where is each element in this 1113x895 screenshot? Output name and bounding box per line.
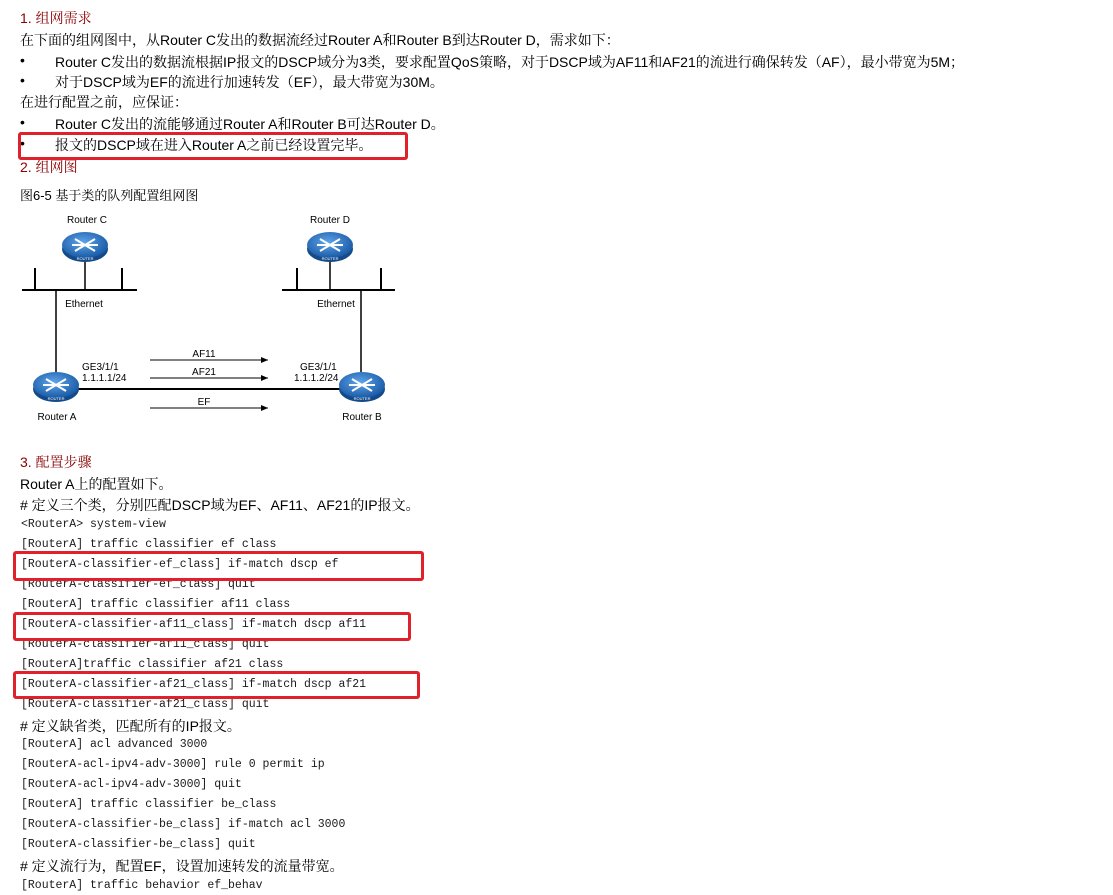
code-line: [RouterA] traffic classifier ef class <box>21 538 277 551</box>
bullet-marker: • <box>20 52 25 68</box>
precondition-bullet-2: 报文的DSCP域在进入Router A之前已经设置完毕。 <box>55 137 373 153</box>
section3-intro: Router A上的配置如下。 <box>20 476 173 492</box>
code-line: [RouterA-classifier-ef_class] if-match dscp ef <box>21 558 339 571</box>
code-line: <RouterA> system-view <box>21 518 166 531</box>
flow-af11-label: AF11 <box>192 349 216 360</box>
section1-heading: 1. 组网需求 <box>20 10 92 26</box>
bullet-marker: • <box>20 114 25 130</box>
requirement-bullet-1: Router C发出的数据流根据IP报文的DSCP域分为3类，要求配置QoS策略，对于DSCP域为AF11和AF21的流进行确保转发（AF），最小带宽为5M； <box>55 54 965 70</box>
router-c-label: Router C <box>66 215 108 226</box>
section3-heading: 3. 配置步骤 <box>20 454 92 470</box>
svg-text:ROUTER: ROUTER <box>353 396 371 401</box>
code-comment-3: # 定义流行为，配置EF，设置加速转发的流量带宽。 <box>20 858 344 874</box>
highlight-box-ef-match <box>13 551 424 581</box>
router-d-label: Router D <box>309 215 351 226</box>
ip-b-label: 1.1.1.2/24 <box>294 373 339 384</box>
code-line: [RouterA] acl advanced 3000 <box>21 738 208 751</box>
router-b-label: Router B <box>342 412 382 423</box>
code-line: [RouterA] traffic classifier af11 class <box>21 598 291 611</box>
code-line: [RouterA-classifier-af21_class] quit <box>21 698 270 711</box>
code-line: [RouterA-classifier-be_class] quit <box>21 838 256 851</box>
router-b-icon <box>339 372 385 402</box>
code-line: [RouterA-acl-ipv4-adv-3000] rule 0 permit ip <box>21 758 325 771</box>
bullet-marker: • <box>20 135 25 151</box>
router-a-icon <box>33 372 79 402</box>
flow-ef-label: EF <box>197 397 211 408</box>
code-line: [RouterA] traffic behavior ef_behav <box>21 879 263 892</box>
code-comment-1: # 定义三个类，分别匹配DSCP域为EF、AF11、AF21的IP报文。 <box>20 497 420 513</box>
code-comment-2: # 定义缺省类，匹配所有的IP报文。 <box>20 718 241 734</box>
svg-text:ROUTER: ROUTER <box>47 396 65 401</box>
figure-caption: 图6-5 基于类的队列配置组网图 <box>20 188 199 203</box>
code-line: [RouterA-classifier-af21_class] if-match dscp af21 <box>21 678 367 691</box>
highlight-box-af21-match <box>13 671 420 699</box>
code-line: [RouterA]traffic classifier af21 class <box>21 658 284 671</box>
requirement-bullet-2: 对于DSCP域为EF的流进行加速转发（EF），最大带宽为30M。 <box>55 74 444 90</box>
code-line: [RouterA-classifier-af11_class] if-match dscp af11 <box>21 618 367 631</box>
precondition-intro: 在进行配置之前，应保证： <box>20 94 188 110</box>
code-line: [RouterA] traffic classifier be_class <box>21 798 277 811</box>
ip-a-label: 1.1.1.1/24 <box>82 373 127 384</box>
ethernet-right-label: Ethernet <box>317 299 355 310</box>
section2-heading: 2. 组网图 <box>20 159 78 175</box>
flow-af21-label: AF21 <box>192 367 216 378</box>
interface-a-label: GE3/1/1 <box>82 362 119 373</box>
highlight-box-af11-match <box>13 612 411 641</box>
bullet-marker: • <box>20 72 25 88</box>
code-line: [RouterA-classifier-af11_class] quit <box>21 638 270 651</box>
code-line: [RouterA-classifier-be_class] if-match acl 3000 <box>21 818 346 831</box>
highlight-box-precondition <box>18 132 408 160</box>
precondition-bullet-1: Router C发出的流能够通过Router A和Router B可达Router D。 <box>55 116 445 132</box>
section1-intro: 在下面的组网图中，从Router C发出的数据流经过Router A和Router B到达Router D，需求如下： <box>20 32 620 48</box>
svg-text:ROUTER: ROUTER <box>76 256 94 261</box>
code-line: [RouterA-acl-ipv4-adv-3000] quit <box>21 778 242 791</box>
ethernet-left-label: Ethernet <box>65 299 103 310</box>
code-line: [RouterA-classifier-ef_class] quit <box>21 578 256 591</box>
router-d-icon <box>307 232 353 262</box>
svg-text:ROUTER: ROUTER <box>321 256 339 261</box>
interface-b-label: GE3/1/1 <box>300 362 337 373</box>
router-c-icon <box>62 232 108 262</box>
router-a-label: Router A <box>37 412 77 423</box>
